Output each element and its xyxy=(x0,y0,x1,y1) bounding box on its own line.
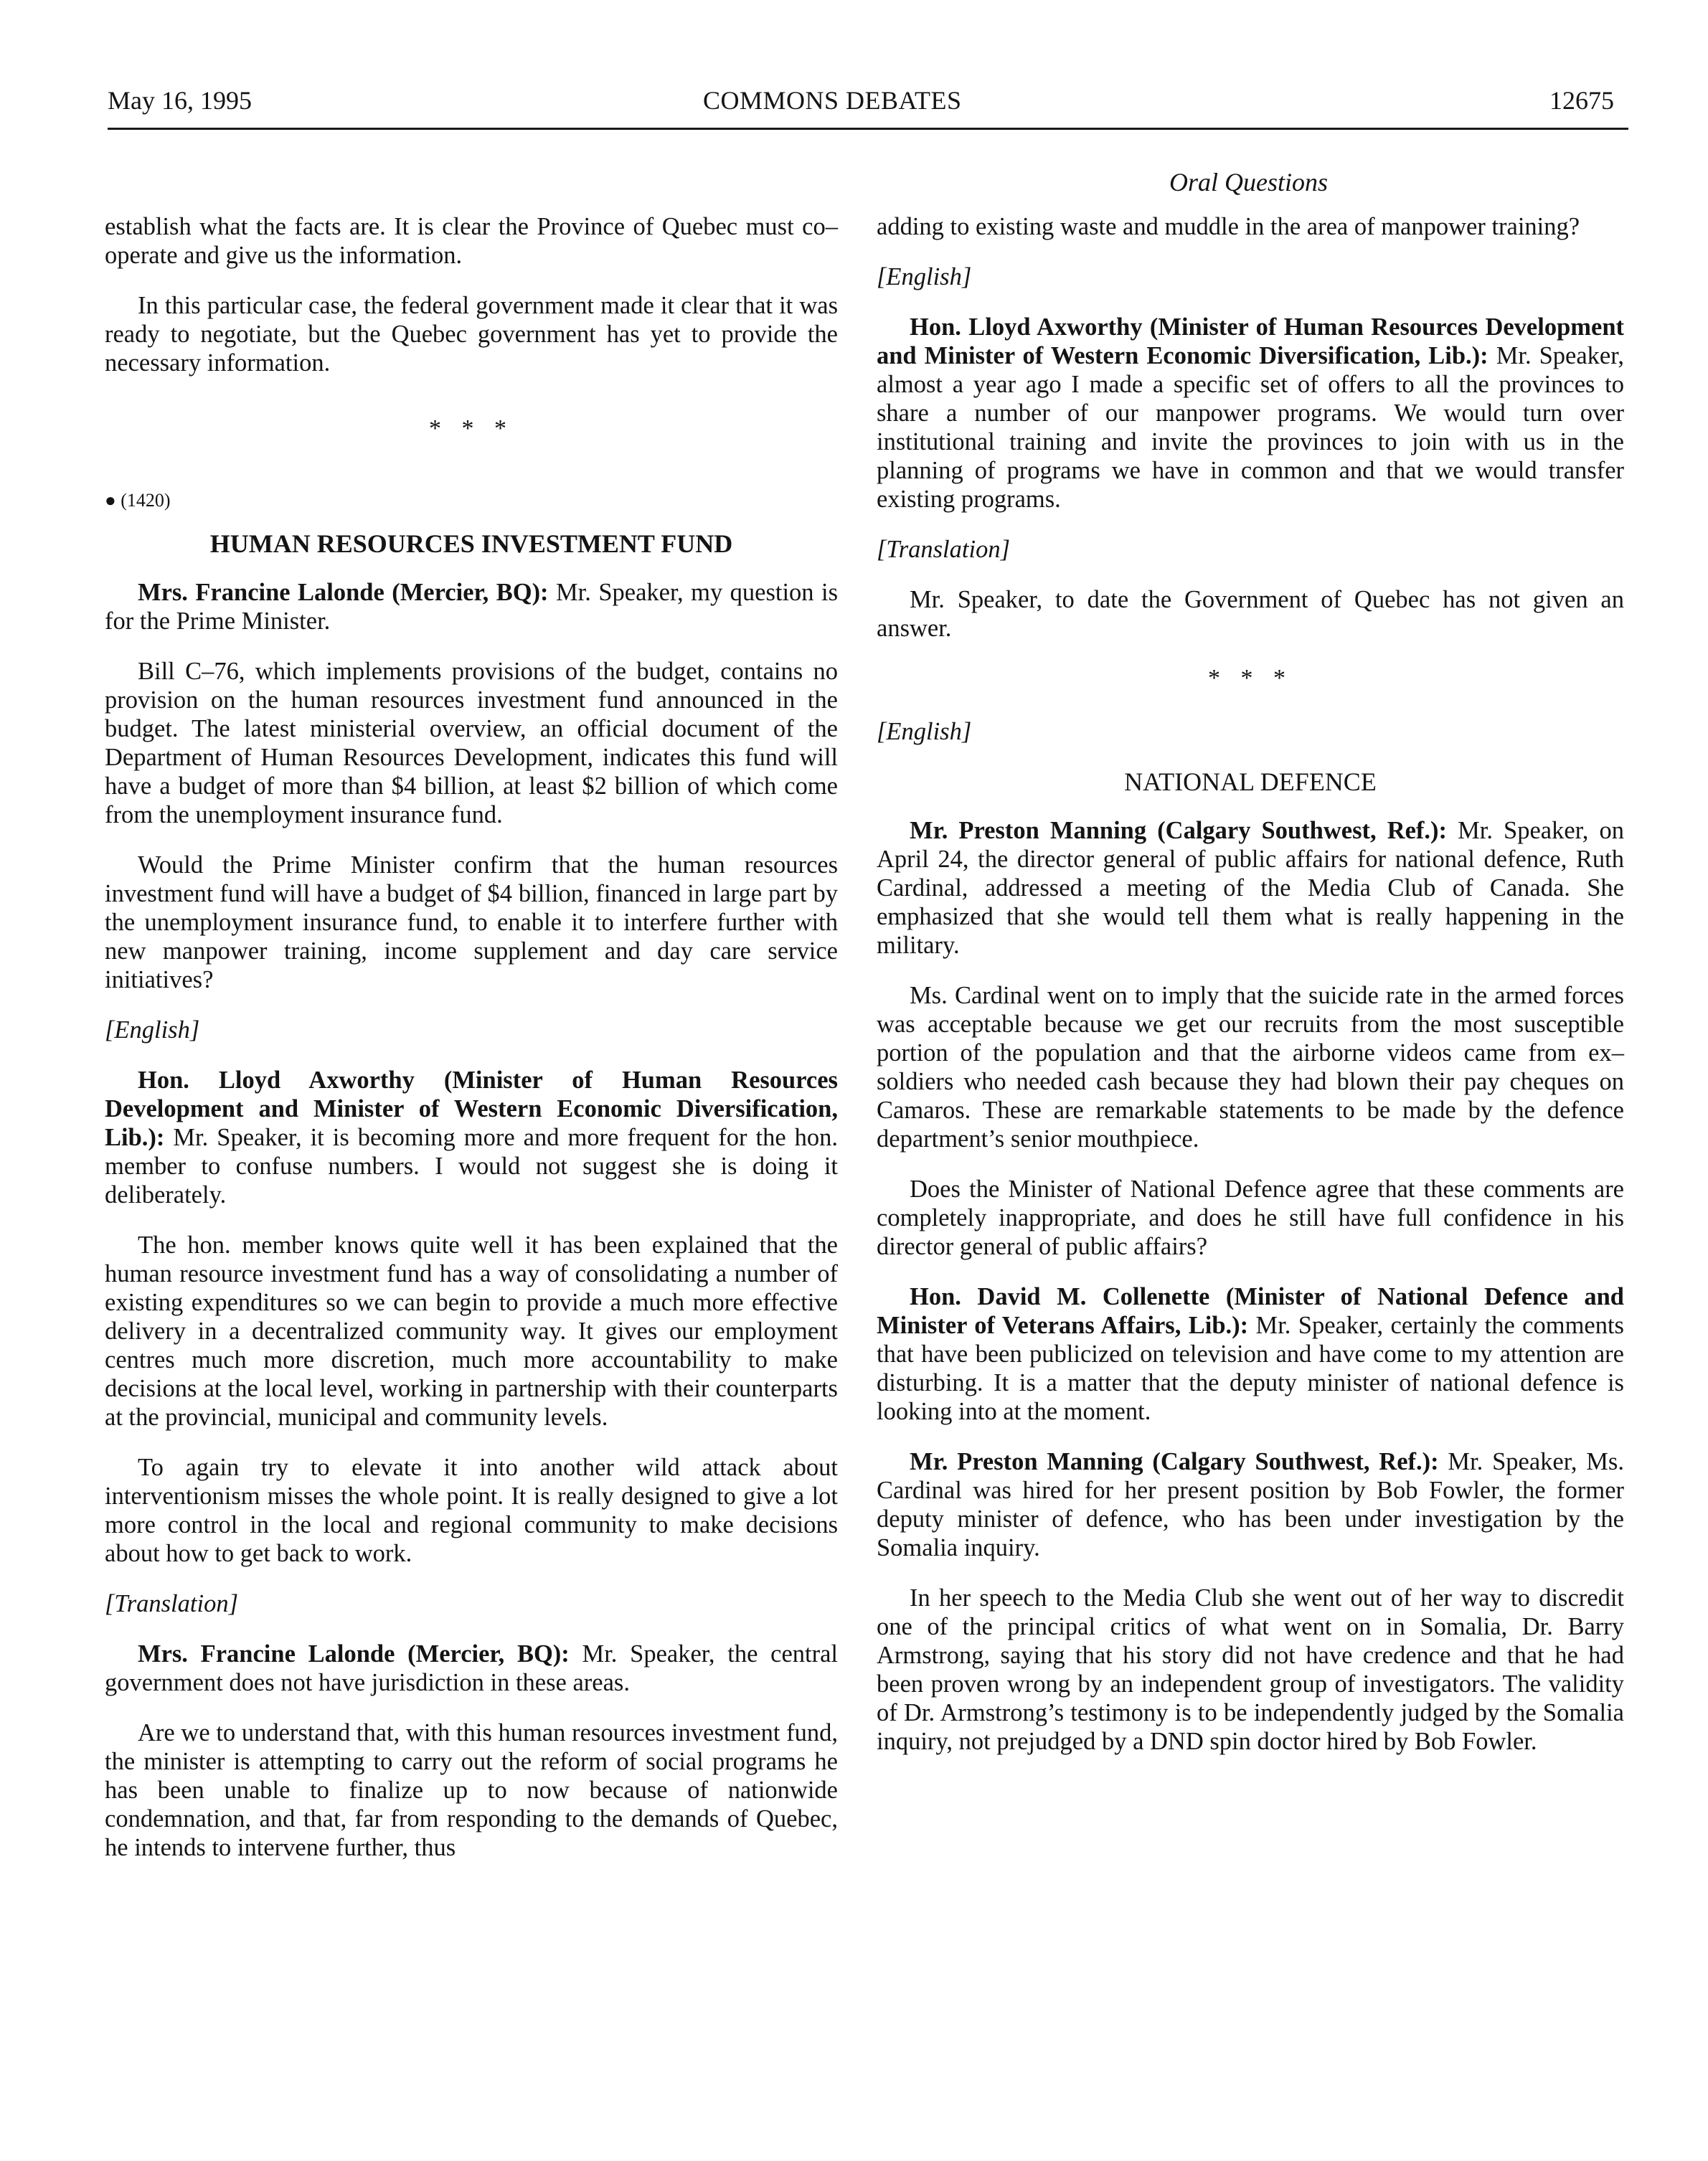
speaker-name: Mr. Preston Manning (Calgary Southwest, Ref.): xyxy=(910,817,1448,844)
header-date: May 16, 1995 xyxy=(108,86,252,115)
speech-text: Mr. Speaker, the central government does not have jurisdiction in these areas. xyxy=(105,1640,838,1696)
paragraph: To again try to elevate it into another wild attack about interventionism misses the whole point. It is really designed to give a lot more control in the local and regional community to make decisions about how to get back to work. xyxy=(105,1454,838,1567)
speaker-name: Mrs. Francine Lalonde (Mercier, BQ): xyxy=(138,579,549,606)
paragraph: Mr. Speaker, to date the Government of Quebec has not given an answer. xyxy=(877,586,1624,642)
speaker-name: Mr. Preston Manning (Calgary Southwest, Ref.): xyxy=(910,1448,1439,1475)
paragraph xyxy=(105,578,838,635)
paragraph: Would the Prime Minister confirm that the human resources investment fund will have a budget of $4 billion, financed in large part by the unemployment insurance fund, to enable it to interfere further with new manpower training, income supplement and day care service initiatives? xyxy=(105,851,838,993)
paragraph xyxy=(877,1447,1624,1562)
section-heading: HUMAN RESOURCES INVESTMENT FUND xyxy=(209,529,733,558)
time-marker xyxy=(105,486,838,515)
speech-text: Mr. Speaker, it is becoming more and more frequent for the hon. member to confuse numbers. I would not suggest she is doing it deliberately. xyxy=(105,1124,838,1209)
language-tag: [English] xyxy=(877,263,972,290)
paragraph: Ms. Cardinal went on to imply that the suicide rate in the armed forces was acceptable because we get our recruits from the most susceptible portion of the population and that the airborne videos came from ex–soldiers who needed cash because they had blown their pay cheques on Camaros. These are remarkable statements to be made by the defence department’s senior mouthpiece. xyxy=(877,982,1624,1153)
section-heading: NATIONAL DEFENCE xyxy=(1124,767,1377,796)
language-tag: [English] xyxy=(877,718,972,745)
speech-text: Mr. Speaker, on April 24, the director general of public affairs for national defence, Ruth Cardinal, addressed a meeting of the Media Club of Canada. She emphasized that she would tell them what is really happening in the military. xyxy=(877,817,1624,959)
section-label: Oral Questions xyxy=(1169,168,1329,197)
paragraph: Bill C–76, which implements provisions of the budget, contains no provision on the human resources investment fund announced in the budget. The latest ministerial overview, an official document of the Department of Human Resources Development, indicates this fund will have a budget of more than $4 billion, at least $2 billion of which come from the unemployment insurance fund. xyxy=(105,658,838,828)
speaker-name: Hon. Lloyd Axworthy (Minister of Human Resources Development and Minister of Western Economic Diversification, Lib.): xyxy=(105,1067,838,1151)
paragraph xyxy=(877,1282,1624,1426)
speaker-name: Hon. David M. Collenette (Minister of National Defence and Minister of Veterans Affairs, Lib.): xyxy=(877,1283,1624,1339)
language-tag: [English] xyxy=(105,1016,200,1044)
speech-text: Mr. Speaker, my question is for the Prime Minister. xyxy=(105,579,839,635)
speech-text: Mr. Speaker, Ms. Cardinal was hired for her present position by Bob Fowler, the former deputy minister of defence, who has been under investigation by the Somalia inquiry. xyxy=(877,1448,1624,1561)
paragraph: Does the Minister of National Defence agree that these comments are completely inappropriate, and does he still have full confidence in his director general of public affairs? xyxy=(877,1176,1624,1260)
header-title: COMMONS DEBATES xyxy=(703,86,962,115)
paragraph xyxy=(877,313,1624,514)
left-column xyxy=(105,212,838,1883)
speech-text: Mr. Speaker, almost a year ago I made a specific set of offers to all the provinces to share a number of our manpower programs. We would turn over institutional training and invite the provinces to join with us in the planning of programs we have in common and that we would transfer existing programs. xyxy=(877,342,1624,513)
speaker-name: Hon. Lloyd Axworthy (Minister of Human Resources Development and Minister of Western Economic Diversification, Lib.): xyxy=(877,313,1624,369)
paragraph: adding to existing waste and muddle in the area of manpower training? xyxy=(877,213,1580,240)
time-marker-text: (1420) xyxy=(121,490,171,511)
paragraph: Are we to understand that, with this human resources investment fund, the minister is attempting to carry out the reform of social programs he has been unable to finalize up to now because of nationwide condemnation, and that, far from responding to the demands of Quebec, he intends to intervene further, thus xyxy=(105,1719,838,1861)
paragraph xyxy=(877,816,1624,960)
paragraph xyxy=(105,1066,838,1209)
language-tag: [Translation] xyxy=(105,1590,238,1617)
speaker-name: Mrs. Francine Lalonde (Mercier, BQ): xyxy=(138,1640,570,1668)
right-column xyxy=(877,212,1624,1777)
bullet-icon: ● xyxy=(105,490,116,511)
paragraph: In her speech to the Media Club she went out of her way to discredit one of the principal critics of what went on in Somalia, Dr. Barry Armstrong, saying that his story did not have credence and that he had been proven wrong by an independent group of investigators. The validity of Dr. Armstrong’s testimony is to be independently judged by the Somalia inquiry, not prejudged by a DND spin doctor hired by Bob Fowler. xyxy=(877,1584,1624,1755)
header-page-number: 12675 xyxy=(1549,86,1614,115)
speech-text: Mr. Speaker, certainly the comments that have been publicized on television and have come to my attention are disturbing. It is a matter that the deputy minister of national defence is looking into at the moment. xyxy=(877,1312,1624,1425)
header-rule xyxy=(108,128,1628,130)
paragraph xyxy=(105,1640,838,1697)
paragraph: The hon. member knows quite well it has been explained that the human resource investment fund has a way of consolidating a number of existing expenditures so we can begin to provide a much more effective delivery in a decentralized community way. It gives our employment centres much more discretion, much more accountability to make decisions at the local level, working in partnership with their counterparts at the provincial, municipal and community levels. xyxy=(105,1231,838,1431)
section-separator: * * * xyxy=(1208,665,1293,691)
language-tag: [Translation] xyxy=(877,536,1010,563)
paragraph: establish what the facts are. It is clear the Province of Quebec must co–operate and give us the information. xyxy=(105,213,838,269)
section-separator: * * * xyxy=(429,415,514,442)
paragraph: In this particular case, the federal government made it clear that it was ready to negotiate, but the Quebec government has yet to provide the necessary information. xyxy=(105,292,838,377)
